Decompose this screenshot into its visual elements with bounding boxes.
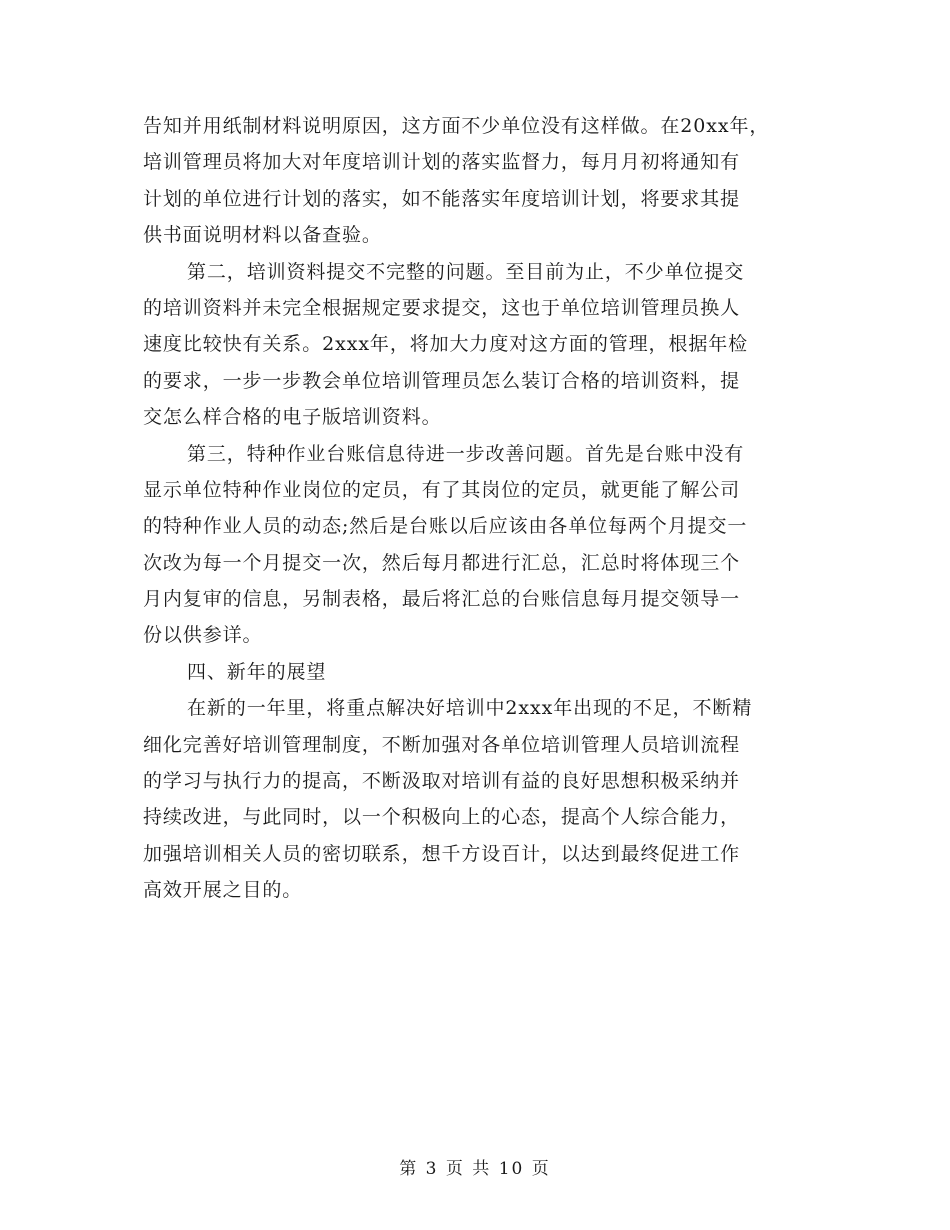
text-line: 高效开展之目的。 (143, 879, 303, 902)
text-line: 培训管理员将加大对年度培训计划的落实监督力，每月月初将通知有 (143, 151, 741, 174)
text-line: 计划的单位进行计划的落实，如不能落实年度培训计划，将要求其提 (143, 187, 741, 210)
text-line: 速度比较快有关系。2xxx年，将加大力度对这方面的管理，根据年检 (143, 333, 749, 356)
text-line: 告知并用纸制材料说明原因，这方面不少单位没有这样做。在20xx年， (143, 115, 770, 137)
page-number-footer: 第 3 页 共 10 页 (399, 1159, 551, 1179)
text-line: 的要求，一步一步教会单位培训管理员怎么装订合格的培训资料，提 (143, 369, 741, 392)
text-line: 份以供参详。 (143, 624, 263, 647)
text-line: 供书面说明材料以备查验。 (143, 224, 382, 247)
paragraph-start-line: 在新的一年里，将重点解决好培训中2xxx年出现的不足，不断精 (187, 697, 753, 720)
text-line: 次改为每一个月提交一次，然后每月都进行汇总，汇总时将体现三个 (143, 551, 741, 574)
document-body (143, 108, 823, 909)
section-heading: 四、新年的展望 (187, 660, 327, 683)
paragraph-start-line: 第三，特种作业台账信息待进一步改善问题。首先是台账中没有 (187, 442, 745, 465)
text-line: 加强培训相关人员的密切联系，想千方设百计，以达到最终促进工作 (143, 842, 741, 865)
text-line: 交怎么样合格的电子版培训资料。 (143, 406, 442, 429)
text-line: 的培训资料并未完全根据规定要求提交，这也于单位培训管理员换人 (143, 296, 741, 319)
paragraph-start-line: 第二，培训资料提交不完整的问题。至目前为止，不少单位提交 (187, 260, 745, 283)
text-line: 细化完善好培训管理制度，不断加强对各单位培训管理人员培训流程 (143, 733, 741, 756)
text-line: 月内复审的信息，另制表格，最后将汇总的台账信息每月提交领导一 (143, 588, 741, 611)
text-line: 的特种作业人员的动态;然后是台账以后应该由各单位每两个月提交一 (143, 515, 748, 538)
text-line: 的学习与执行力的提高，不断汲取对培训有益的良好思想积极采纳并 (143, 770, 741, 793)
text-line: 显示单位特种作业岗位的定员，有了其岗位的定员，就更能了解公司 (143, 478, 741, 501)
text-line: 持续改进，与此同时，以一个积极向上的心态，提高个人综合能力， (143, 806, 741, 829)
